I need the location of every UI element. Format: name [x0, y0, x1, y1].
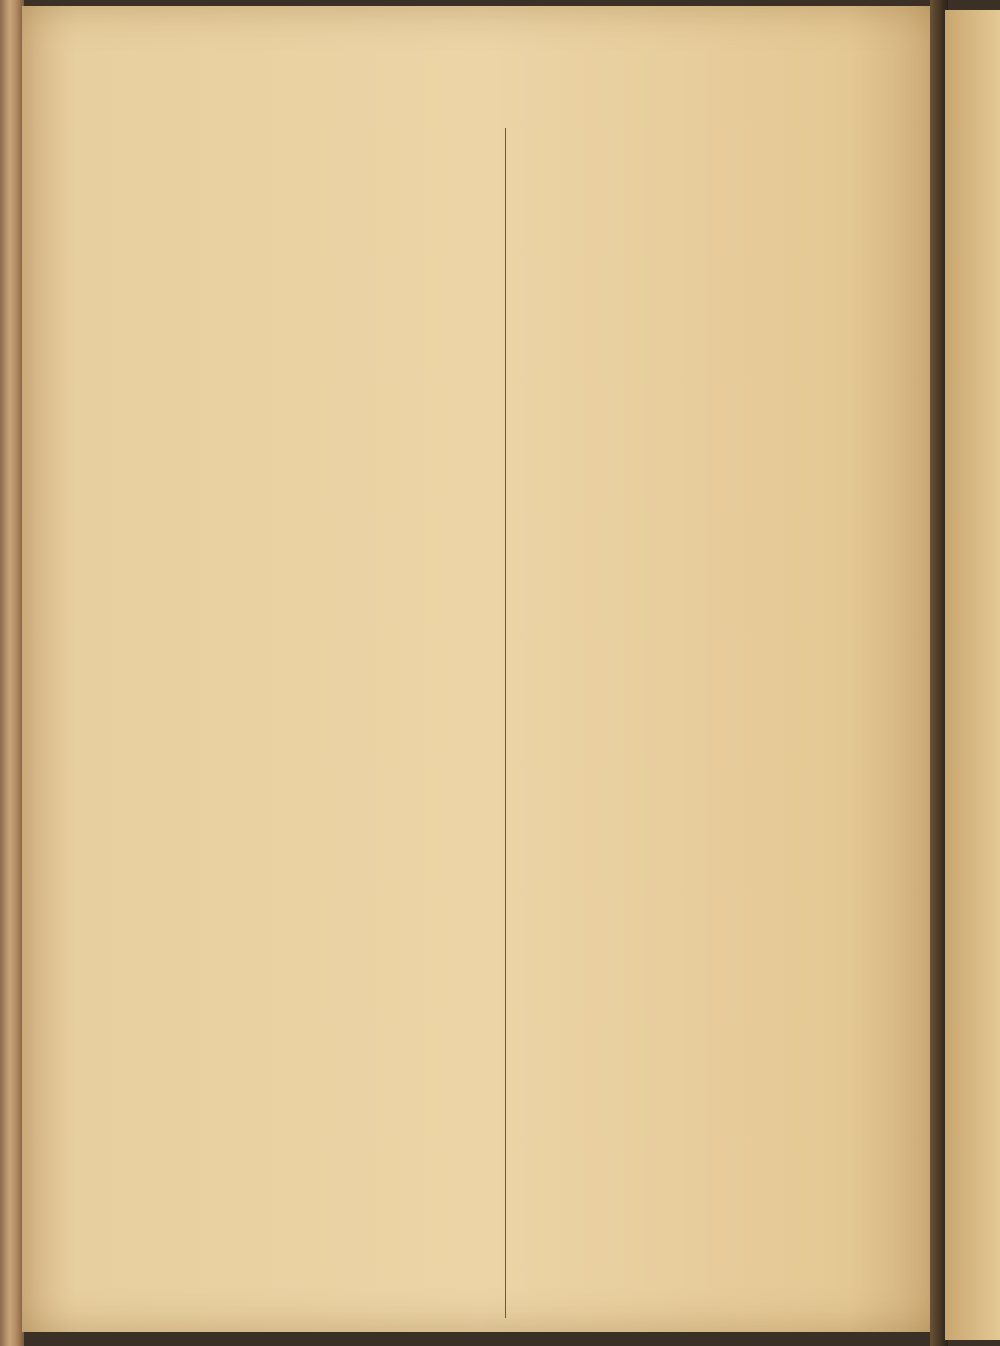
- left-column: [108, 130, 502, 134]
- next-page-edge: [945, 10, 1000, 1340]
- book-spine: [0, 0, 24, 1346]
- column-divider: [505, 128, 506, 1318]
- page-130: [22, 6, 940, 1332]
